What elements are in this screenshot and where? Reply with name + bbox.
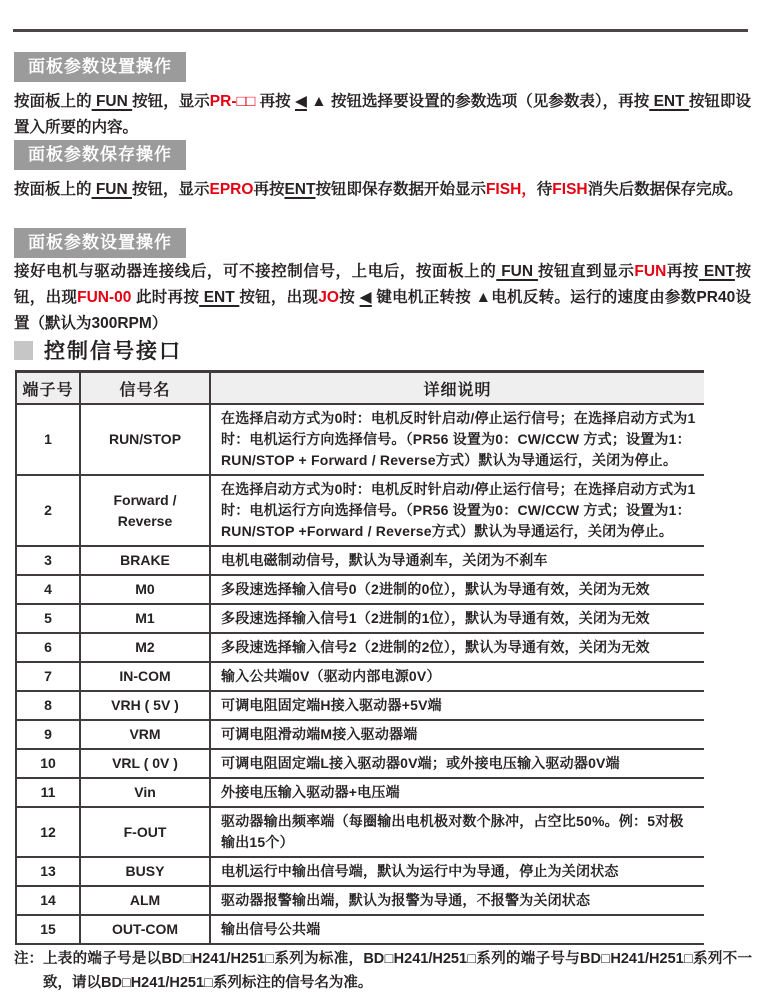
body-text-run: 按钮，显示 xyxy=(132,93,210,110)
header-detailed-description: 详细说明 xyxy=(210,372,704,405)
section-badge-panel-parameter-setting-2: 面板参数设置操作 xyxy=(14,228,186,258)
footnote xyxy=(14,947,752,995)
control-signal-table xyxy=(15,370,704,945)
key-name-underlined: FUN xyxy=(91,181,132,198)
body-text-run: 按钮，显示 xyxy=(131,181,210,198)
footnote-label: 注： xyxy=(14,951,43,967)
terminal-number-cell: 3 xyxy=(16,546,80,575)
table-row xyxy=(16,749,704,778)
key-name-underlined: FUN xyxy=(496,263,538,280)
key-name-underlined: ◀ xyxy=(359,289,372,306)
signal-name-cell: RUN/STOP xyxy=(80,404,210,475)
table-row xyxy=(16,633,704,662)
display-code-red-text: EPRO xyxy=(209,181,254,198)
table-row xyxy=(16,857,704,886)
body-text-run: 再按 xyxy=(253,181,285,198)
body-text-run: ▲ 按钮选择要设置的参数选项（见参数表），再按 xyxy=(306,93,650,110)
signal-name-cell: F-OUT xyxy=(80,807,210,857)
signal-description-cell: 外接电压输入驱动器+电压端 xyxy=(210,778,704,807)
heading-square-bullet-icon xyxy=(14,341,33,360)
signal-description-cell: 可调电阻滑动端M接入驱动器端 xyxy=(210,720,704,749)
signal-description-cell: 可调电阻固定端H接入驱动器+5V端 xyxy=(210,691,704,720)
signal-name-cell: VRL ( 0V ) xyxy=(80,749,210,778)
key-name-underlined: FUN xyxy=(91,93,133,110)
header-terminal-number: 端子号 xyxy=(16,372,80,405)
terminal-number-cell: 13 xyxy=(16,857,80,886)
terminal-number-cell: 4 xyxy=(16,575,80,604)
signal-description-cell: 可调电阻固定端L接入驱动器0V端；或外接电压输入驱动器0V端 xyxy=(210,749,704,778)
signal-name-cell: M1 xyxy=(80,604,210,633)
table-row xyxy=(16,720,704,749)
signal-name-cell: ALM xyxy=(80,886,210,915)
signal-name-cell: M2 xyxy=(80,633,210,662)
signal-description-cell: 多段速选择输入信号0（2进制的0位），默认为导通有效，关闭为无效 xyxy=(210,575,704,604)
paragraph-panel-parameter-setting xyxy=(14,89,751,141)
terminal-number-cell: 9 xyxy=(16,720,80,749)
body-text-run: 键电机正转按 ▲电机反转。运行的速度由参数PR40设置（默认为300RPM） xyxy=(14,289,751,332)
signal-description-cell: 输入公共端0V（驱动内部电源0V） xyxy=(210,662,704,691)
signal-name-cell: Vin xyxy=(80,778,210,807)
body-text-run: 此时再按 xyxy=(131,289,200,306)
signal-name-cell: OUT-COM xyxy=(80,915,210,944)
table-row xyxy=(16,886,704,915)
signal-description-cell: 多段速选择输入信号2（2进制的2位），默认为导通有效，关闭为无效 xyxy=(210,633,704,662)
table-header-row xyxy=(16,372,704,405)
table-row xyxy=(16,915,704,944)
signal-name-cell: BUSY xyxy=(80,857,210,886)
table-row xyxy=(16,662,704,691)
body-text-run: 按钮，出现 xyxy=(14,263,751,306)
terminal-number-cell: 5 xyxy=(16,604,80,633)
table-row xyxy=(16,807,704,857)
display-code-red-text: PR-□□ xyxy=(209,93,256,110)
signal-name-cell: IN-COM xyxy=(80,662,210,691)
body-text-run: 按钮，出现 xyxy=(239,289,319,306)
display-code-red-text: FUN-00 xyxy=(77,289,132,306)
paragraph-panel-parameter-save xyxy=(14,177,751,203)
body-text-run: 接好电机与驱动器连接线后，可不接控制信号，上电后，按面板上的 xyxy=(14,263,497,280)
key-name-underlined: ENT xyxy=(699,263,735,280)
signal-description-cell: 输出信号公共端 xyxy=(210,915,704,944)
table-row xyxy=(16,604,704,633)
section-heading-text: 控制信号接口 xyxy=(44,340,182,363)
section-heading-control-signal-interface xyxy=(14,335,182,365)
terminal-number-cell: 15 xyxy=(16,915,80,944)
signal-description-cell: 在选择启动方式为0时：电机反时针启动/停止运行信号；在选择启动方式为1时：电机运行方向选择信号。（PR56 设置为0：CW/CCW 方式；设置为1：RUN/STOP + Forward / Reverse方式）默认为导通运行，关闭为停止。 xyxy=(210,404,704,475)
table-row xyxy=(16,778,704,807)
body-text-run: 再按 xyxy=(666,263,699,280)
terminal-number-cell: 1 xyxy=(16,404,80,475)
signal-description-cell: 驱动器报警输出端，默认为报警为导通，不报警为关闭状态 xyxy=(210,886,704,915)
body-text-run: 按钮直到显示 xyxy=(537,263,635,280)
table-row xyxy=(16,546,704,575)
body-text-run: 消失后数据保存完成。 xyxy=(587,181,743,198)
signal-description-cell: 电机运行中输出信号端，默认为运行中为导通，停止为关闭状态 xyxy=(210,857,704,886)
terminal-number-cell: 6 xyxy=(16,633,80,662)
signal-name-cell: BRAKE xyxy=(80,546,210,575)
table-row xyxy=(16,575,704,604)
terminal-number-cell: 14 xyxy=(16,886,80,915)
key-name-underlined: ENT xyxy=(649,93,689,110)
body-text-run: 再按 xyxy=(255,93,295,110)
key-name-underlined: ENT xyxy=(199,289,240,306)
body-text-run: 按面板上的 xyxy=(14,93,92,110)
signal-description-cell: 多段速选择输入信号1（2进制的1位），默认为导通有效，关闭为无效 xyxy=(210,604,704,633)
body-text-run: 按 xyxy=(338,289,360,306)
body-text-run: 待 xyxy=(536,181,553,198)
section-badge-panel-parameter-save: 面板参数保存操作 xyxy=(14,140,186,170)
signal-name-cell: M0 xyxy=(80,575,210,604)
body-text-run: 按钮即设置入所要的内容。 xyxy=(14,93,751,136)
header-signal-name: 信号名 xyxy=(80,372,210,405)
terminal-number-cell: 8 xyxy=(16,691,80,720)
display-code-red-text: JO xyxy=(318,289,339,306)
top-divider-rule xyxy=(13,29,748,32)
display-code-red-text: FISH xyxy=(552,181,588,198)
key-name-underlined: ENT xyxy=(284,181,316,198)
section-badge-panel-parameter-setting: 面板参数设置操作 xyxy=(14,52,186,82)
display-code-red-text: FUN xyxy=(634,263,667,280)
signal-name-cell: VRM xyxy=(80,720,210,749)
terminal-number-cell: 2 xyxy=(16,475,80,546)
terminal-number-cell: 12 xyxy=(16,807,80,857)
table-row xyxy=(16,404,704,475)
display-code-red-text: FISH， xyxy=(485,181,537,198)
terminal-number-cell: 11 xyxy=(16,778,80,807)
table-row xyxy=(16,475,704,546)
signal-name-cell: Forward / Reverse xyxy=(80,475,210,546)
key-name-underlined: ◀ xyxy=(295,93,307,110)
table-row xyxy=(16,691,704,720)
signal-description-cell: 在选择启动方式为0时：电机反时针启动/停止运行信号；在选择启动方式为1时：电机运行方向选择信号。（PR56 设置为0：CW/CCW 方式；设置为1：RUN/STOP +Forward / Reverse方式）默认为导通运行，关闭为停止。 xyxy=(210,475,704,546)
signal-description-cell: 驱动器输出频率端（每圈输出电机极对数个脉冲，占空比50%。例：5对极输出15个） xyxy=(210,807,704,857)
paragraph-jog-test-run xyxy=(14,259,751,337)
terminal-number-cell: 10 xyxy=(16,749,80,778)
body-text-run: 按钮即保存数据开始显示 xyxy=(315,181,486,198)
body-text-run: 按面板上的 xyxy=(14,181,92,198)
footnote-text: 上表的端子号是以BD□H241/H251□系列为标准，BD□H241/H251□系列的端子号与BD□H241/H251□系列不一致，请以BD□H241/H251□系列标注的信号名为准。 xyxy=(43,951,752,991)
terminal-number-cell: 7 xyxy=(16,662,80,691)
signal-name-cell: VRH ( 5V ) xyxy=(80,691,210,720)
signal-description-cell: 电机电磁制动信号，默认为导通刹车，关闭为不刹车 xyxy=(210,546,704,575)
